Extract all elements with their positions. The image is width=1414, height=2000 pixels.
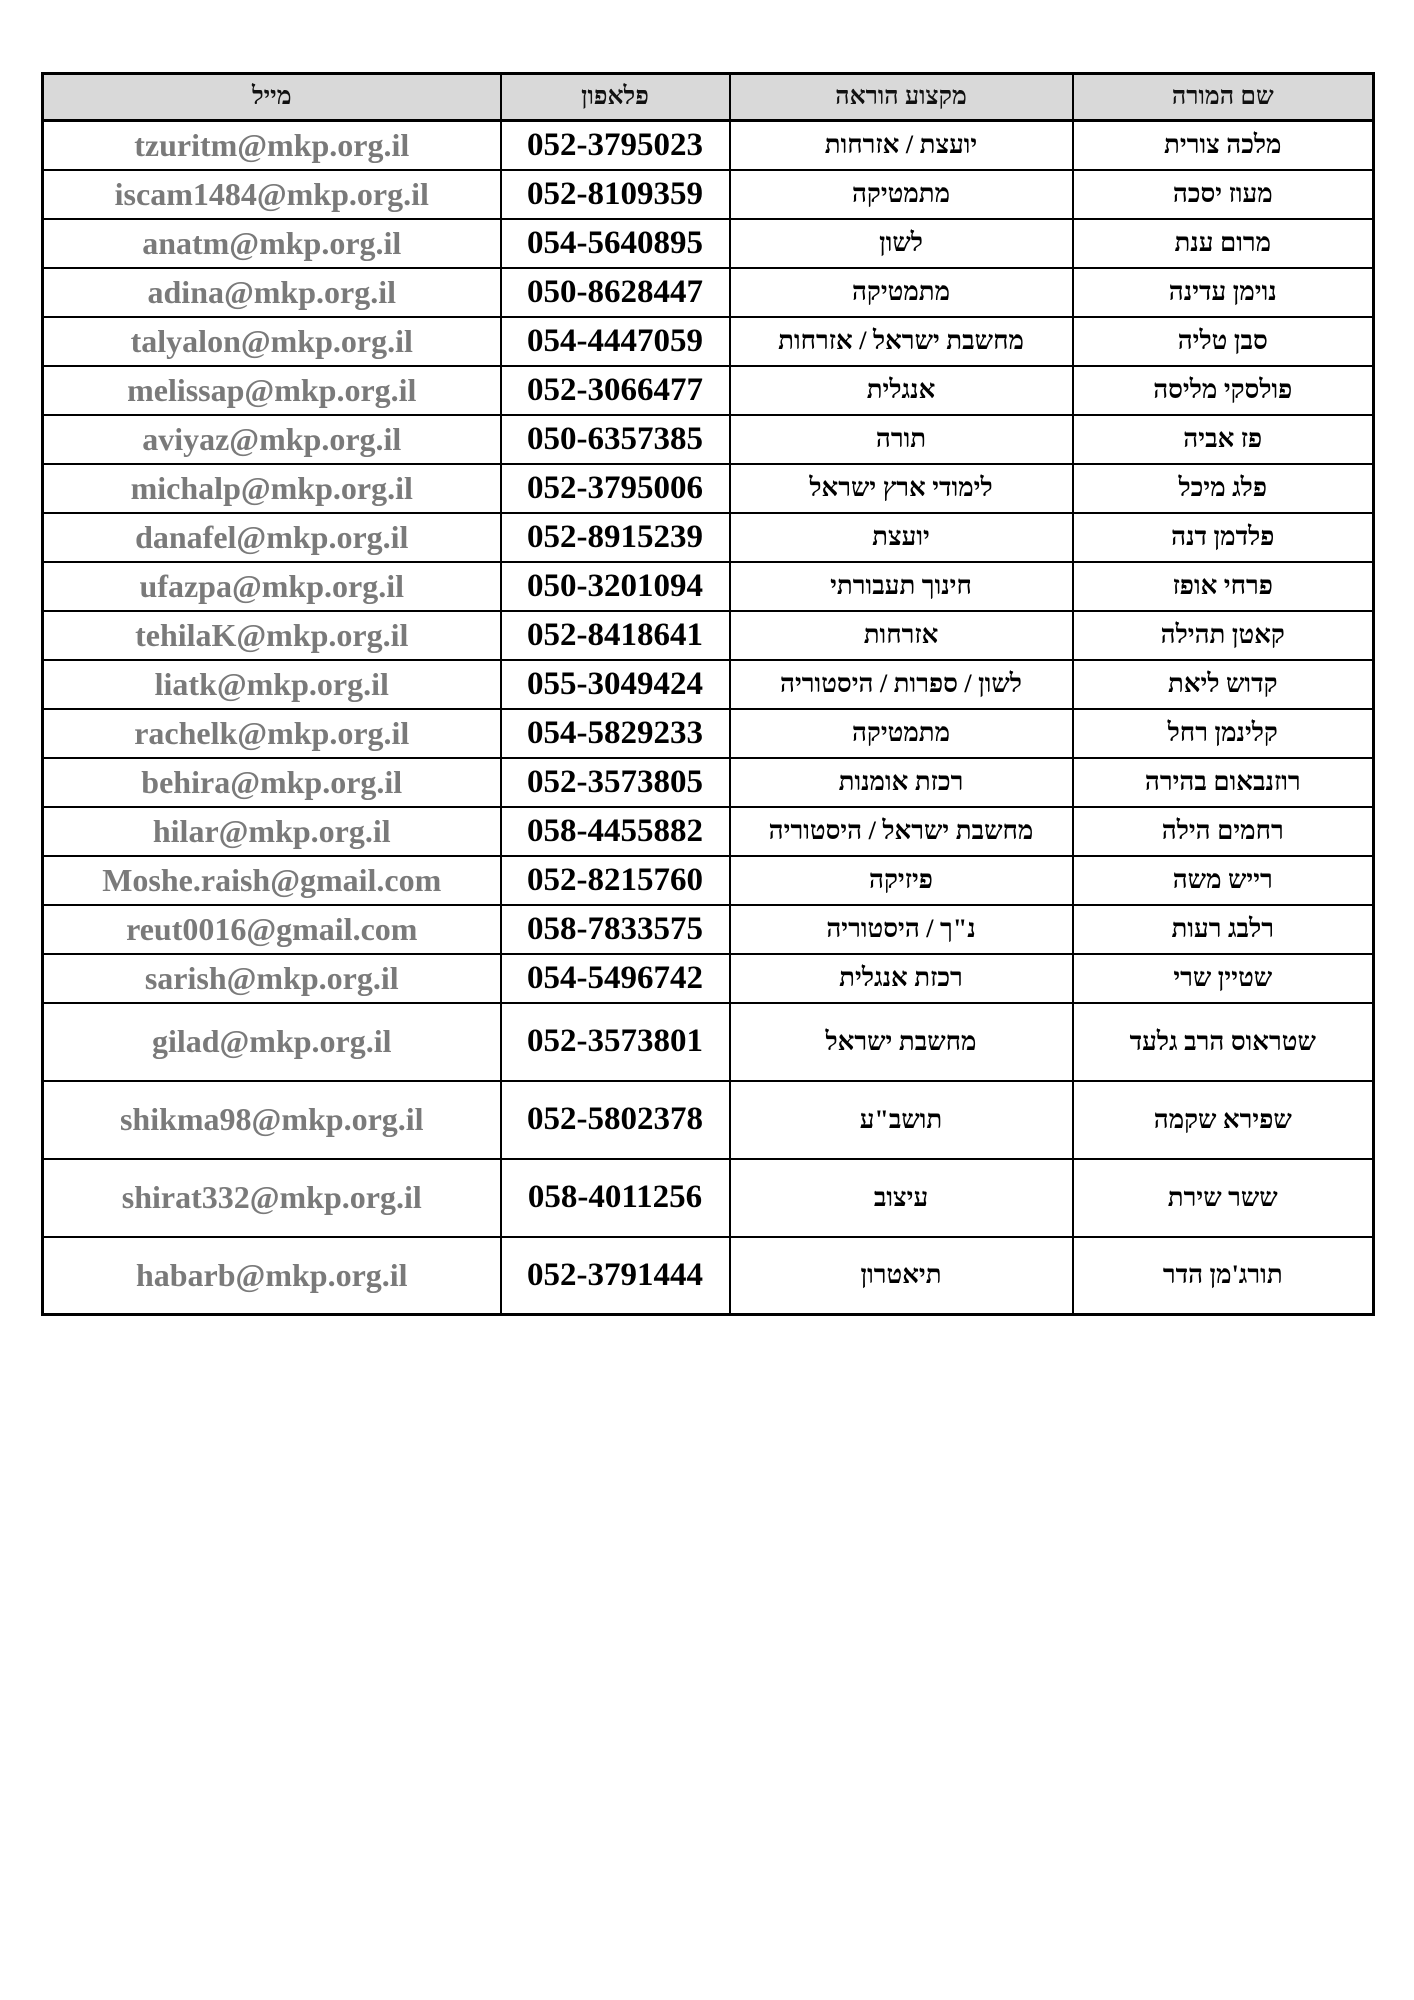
email-cell: aviyaz@mkp.org.il bbox=[43, 415, 501, 464]
table-row bbox=[43, 1003, 1374, 1081]
subject-cell: תיאטרון bbox=[730, 1237, 1073, 1315]
email-cell: melissap@mkp.org.il bbox=[43, 366, 501, 415]
phone-cell: 052-3573801 bbox=[501, 1003, 730, 1081]
phone-cell: 052-3066477 bbox=[501, 366, 730, 415]
subject-cell: פיזיקה bbox=[730, 856, 1073, 905]
subject-cell: לשון bbox=[730, 219, 1073, 268]
phone-cell: 052-8915239 bbox=[501, 513, 730, 562]
teacher-name-cell: רלבג רעות bbox=[1073, 905, 1374, 954]
email-cell: anatm@mkp.org.il bbox=[43, 219, 501, 268]
phone-cell: 054-5640895 bbox=[501, 219, 730, 268]
email-cell: danafel@mkp.org.il bbox=[43, 513, 501, 562]
teacher-name-cell: תורג'מן הדר bbox=[1073, 1237, 1374, 1315]
phone-cell: 058-4011256 bbox=[501, 1159, 730, 1237]
email-cell: shirat332@mkp.org.il bbox=[43, 1159, 501, 1237]
phone-cell: 054-4447059 bbox=[501, 317, 730, 366]
teacher-name-cell: קדוש ליאת bbox=[1073, 660, 1374, 709]
table-row bbox=[43, 660, 1374, 709]
email-cell: michalp@mkp.org.il bbox=[43, 464, 501, 513]
subject-cell: חינוך תעבורתי bbox=[730, 562, 1073, 611]
table-row bbox=[43, 954, 1374, 1003]
email-cell: tzuritm@mkp.org.il bbox=[43, 121, 501, 170]
teacher-name-cell: מעוז יסכה bbox=[1073, 170, 1374, 219]
subject-cell: מחשבת ישראל / אזרחות bbox=[730, 317, 1073, 366]
email-cell: behira@mkp.org.il bbox=[43, 758, 501, 807]
table-row bbox=[43, 1159, 1374, 1237]
phone-cell: 052-3795023 bbox=[501, 121, 730, 170]
subject-cell: אנגלית bbox=[730, 366, 1073, 415]
phone-cell: 052-8418641 bbox=[501, 611, 730, 660]
phone-cell: 054-5829233 bbox=[501, 709, 730, 758]
subject-cell: יועצת / אזרחות bbox=[730, 121, 1073, 170]
phone-cell: 058-4455882 bbox=[501, 807, 730, 856]
table-row bbox=[43, 1081, 1374, 1159]
table-row bbox=[43, 758, 1374, 807]
table-row bbox=[43, 219, 1374, 268]
subject-cell: רכזת אנגלית bbox=[730, 954, 1073, 1003]
teacher-name-cell: נוימן עדינה bbox=[1073, 268, 1374, 317]
subject-cell: מתמטיקה bbox=[730, 268, 1073, 317]
table-row bbox=[43, 170, 1374, 219]
phone-cell: 054-5496742 bbox=[501, 954, 730, 1003]
email-cell: hilar@mkp.org.il bbox=[43, 807, 501, 856]
header-teacher-name: שם המורה bbox=[1073, 74, 1374, 121]
table-row bbox=[43, 513, 1374, 562]
teacher-name-cell: שטראוס הרב גלעד bbox=[1073, 1003, 1374, 1081]
subject-cell: תושב"ע bbox=[730, 1081, 1073, 1159]
subject-cell: לימודי ארץ ישראל bbox=[730, 464, 1073, 513]
teacher-name-cell: מלכה צורית bbox=[1073, 121, 1374, 170]
phone-cell: 052-3795006 bbox=[501, 464, 730, 513]
phone-cell: 052-3791444 bbox=[501, 1237, 730, 1315]
subject-cell: מתמטיקה bbox=[730, 170, 1073, 219]
email-cell: habarb@mkp.org.il bbox=[43, 1237, 501, 1315]
teacher-name-cell: פז אביה bbox=[1073, 415, 1374, 464]
email-cell: gilad@mkp.org.il bbox=[43, 1003, 501, 1081]
table-row bbox=[43, 121, 1374, 170]
teacher-name-cell: רחמים הילה bbox=[1073, 807, 1374, 856]
header-subject: מקצוע הוראה bbox=[730, 74, 1073, 121]
teacher-name-cell: פרחי אופז bbox=[1073, 562, 1374, 611]
subject-cell: יועצת bbox=[730, 513, 1073, 562]
teacher-name-cell: מרום ענת bbox=[1073, 219, 1374, 268]
subject-cell: מחשבת ישראל / היסטוריה bbox=[730, 807, 1073, 856]
subject-cell: רכזת אומנות bbox=[730, 758, 1073, 807]
table-row bbox=[43, 366, 1374, 415]
email-cell: liatk@mkp.org.il bbox=[43, 660, 501, 709]
email-cell: rachelk@mkp.org.il bbox=[43, 709, 501, 758]
table-header-row bbox=[43, 74, 1374, 121]
header-phone: פלאפון bbox=[501, 74, 730, 121]
teacher-name-cell: שפירא שקמה bbox=[1073, 1081, 1374, 1159]
table-row bbox=[43, 317, 1374, 366]
table-body bbox=[43, 121, 1374, 1315]
table-row bbox=[43, 905, 1374, 954]
teacher-name-cell: פלדמן דנה bbox=[1073, 513, 1374, 562]
teacher-name-cell: ששר שירת bbox=[1073, 1159, 1374, 1237]
email-cell: talyalon@mkp.org.il bbox=[43, 317, 501, 366]
email-cell: reut0016@gmail.com bbox=[43, 905, 501, 954]
table-row bbox=[43, 562, 1374, 611]
phone-cell: 050-8628447 bbox=[501, 268, 730, 317]
subject-cell: מתמטיקה bbox=[730, 709, 1073, 758]
subject-cell: אזרחות bbox=[730, 611, 1073, 660]
email-cell: ufazpa@mkp.org.il bbox=[43, 562, 501, 611]
subject-cell: תורה bbox=[730, 415, 1073, 464]
teacher-name-cell: רייש משה bbox=[1073, 856, 1374, 905]
email-cell: sarish@mkp.org.il bbox=[43, 954, 501, 1003]
phone-cell: 052-8215760 bbox=[501, 856, 730, 905]
staff-contact-table bbox=[41, 72, 1375, 1316]
email-cell: shikma98@mkp.org.il bbox=[43, 1081, 501, 1159]
phone-cell: 052-8109359 bbox=[501, 170, 730, 219]
teacher-name-cell: שטיין שרי bbox=[1073, 954, 1374, 1003]
table-row bbox=[43, 268, 1374, 317]
teacher-name-cell: רוזנבאום בהירה bbox=[1073, 758, 1374, 807]
phone-cell: 052-5802378 bbox=[501, 1081, 730, 1159]
subject-cell: לשון / ספרות / היסטוריה bbox=[730, 660, 1073, 709]
table-row bbox=[43, 464, 1374, 513]
teacher-name-cell: פלג מיכל bbox=[1073, 464, 1374, 513]
table-row bbox=[43, 611, 1374, 660]
table-row bbox=[43, 415, 1374, 464]
header-email: מייל bbox=[43, 74, 501, 121]
phone-cell: 052-3573805 bbox=[501, 758, 730, 807]
teacher-name-cell: סבן טליה bbox=[1073, 317, 1374, 366]
email-cell: Moshe.raish@gmail.com bbox=[43, 856, 501, 905]
phone-cell: 058-7833575 bbox=[501, 905, 730, 954]
table-row bbox=[43, 807, 1374, 856]
teacher-name-cell: קלינמן רחל bbox=[1073, 709, 1374, 758]
subject-cell: נ"ך / היסטוריה bbox=[730, 905, 1073, 954]
email-cell: adina@mkp.org.il bbox=[43, 268, 501, 317]
table-row bbox=[43, 1237, 1374, 1315]
phone-cell: 050-3201094 bbox=[501, 562, 730, 611]
subject-cell: עיצוב bbox=[730, 1159, 1073, 1237]
table-row bbox=[43, 856, 1374, 905]
table-row bbox=[43, 709, 1374, 758]
subject-cell: מחשבת ישראל bbox=[730, 1003, 1073, 1081]
phone-cell: 050-6357385 bbox=[501, 415, 730, 464]
email-cell: tehilaK@mkp.org.il bbox=[43, 611, 501, 660]
teacher-name-cell: קאטן תהילה bbox=[1073, 611, 1374, 660]
teacher-name-cell: פולסקי מליסה bbox=[1073, 366, 1374, 415]
email-cell: iscam1484@mkp.org.il bbox=[43, 170, 501, 219]
phone-cell: 055-3049424 bbox=[501, 660, 730, 709]
